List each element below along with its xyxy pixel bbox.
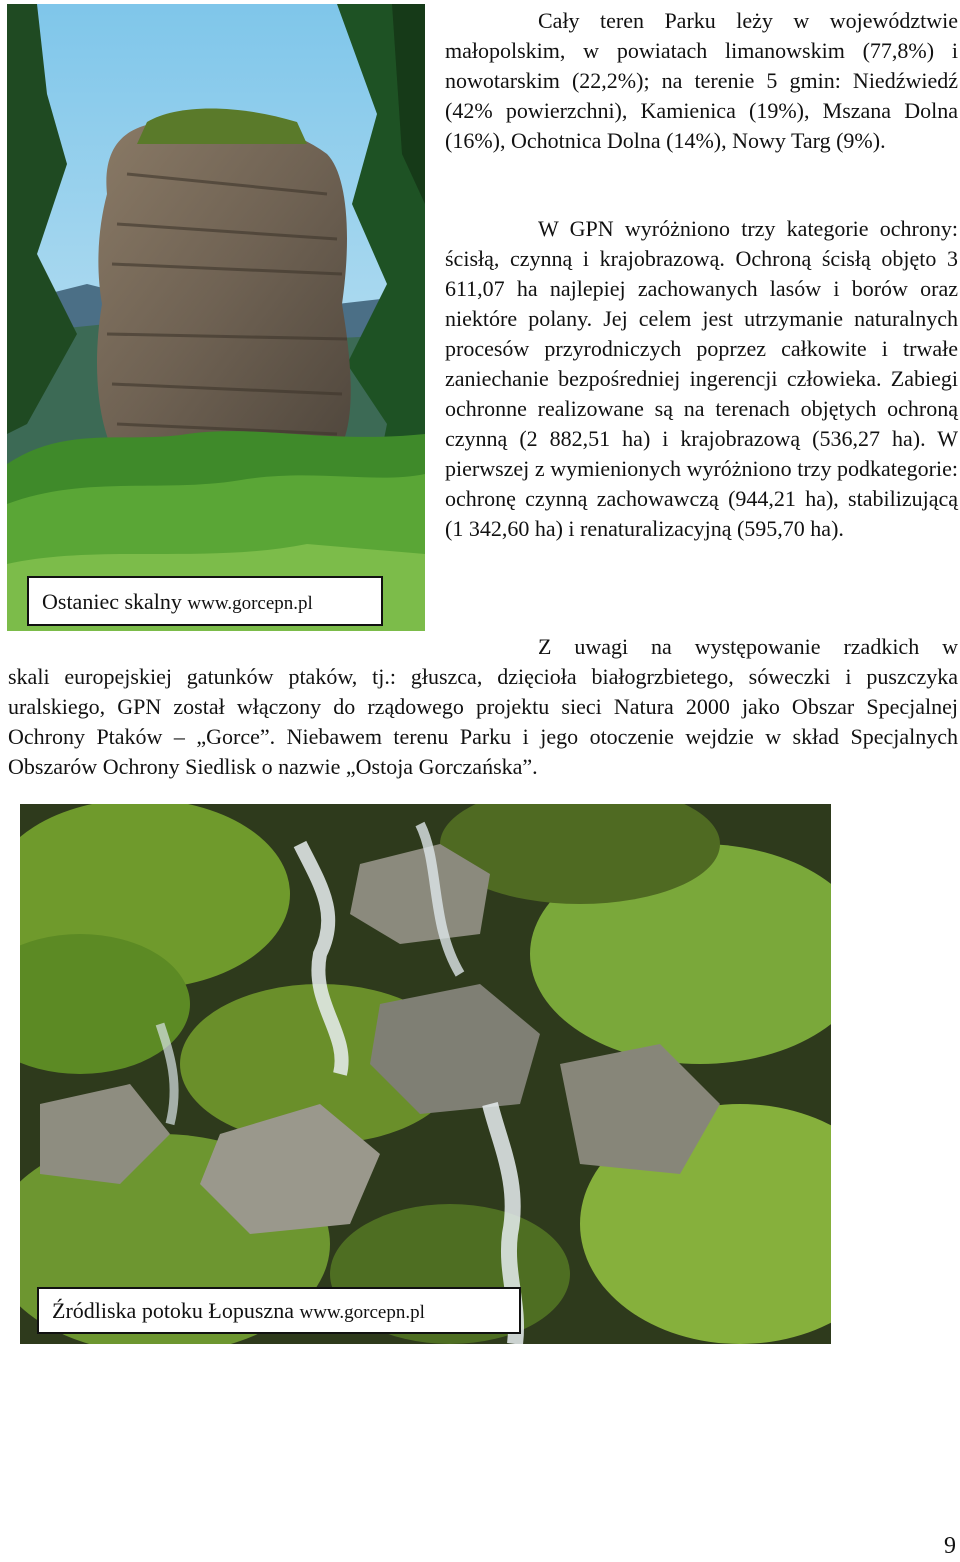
rock-outcrop-image — [7, 4, 425, 631]
caption-url: www.gorcepn.pl — [299, 1302, 425, 1323]
page-number: 9 — [944, 1533, 956, 1559]
rock-photo-caption — [27, 576, 383, 626]
caption-url: www.gorcepn.pl — [187, 593, 313, 614]
caption-text: Ostaniec skalny — [42, 589, 182, 614]
caption-text: Źródliska potoku Łopuszna — [52, 1298, 294, 1323]
rock-outcrop-photo — [7, 4, 425, 631]
stream-springs-image — [20, 804, 831, 1344]
paragraph-location: Cały teren Parku leży w województwie małopolskim, w powiatach limanowskim (77,8%) i nowotarskim (22,2%); na terenie 5 gmin: Niedźwiedź (42% powierzchni), Kamienica (19%), Mszana Dolna (16%), Ochotnica Dolna (14%), Nowy Targ (9%). — [445, 8, 958, 153]
paragraph-natura-lead: Z uwagi na występowanie rzadkich w — [538, 634, 958, 659]
stream-photo-caption — [37, 1287, 521, 1334]
paragraph-natura-2000: skali europejskiej gatunków ptaków, tj.: głuszca, dzięcioła białogrzbietego, sóweczki i puszczyka uralskiego, GPN został włączony do rządowego projektu sieci Natura 2000 jako Obszar Specjalnej Ochrony Ptaków – „Gorce”. Niebawem terenu Parku i jego otoczenie wejdzie w skład Specjalnych Obszarów Ochrony Siedlisk o nazwie „Ostoja Gorczańska”. — [8, 664, 958, 779]
paragraph-protection-categories: W GPN wyróżniono trzy kategorie ochrony: ścisłą, czynną i krajobrazową. Ochroną ścisłą objęto 3 611,07 ha najlepiej zachowanych lasów i borów oraz niektóre polany. Jej celem jest utrzymanie naturalnych procesów przyrodniczych poprzez całkowite i trwałe zaniechanie bezpośredniej ingerencji człowieka. Zabiegi ochronne realizowane są na terenach objętych ochroną czynną (2 882,51 ha) i krajobrazową (536,27 ha). W pierwszej z wymienionych wyróżniono trzy podkategorie: ochronę czynną zachowawczą (944,21 ha), stabilizującą (1 342,60 ha) i renaturalizacyjną (595,70 ha). — [445, 216, 958, 541]
stream-springs-photo — [20, 804, 831, 1344]
